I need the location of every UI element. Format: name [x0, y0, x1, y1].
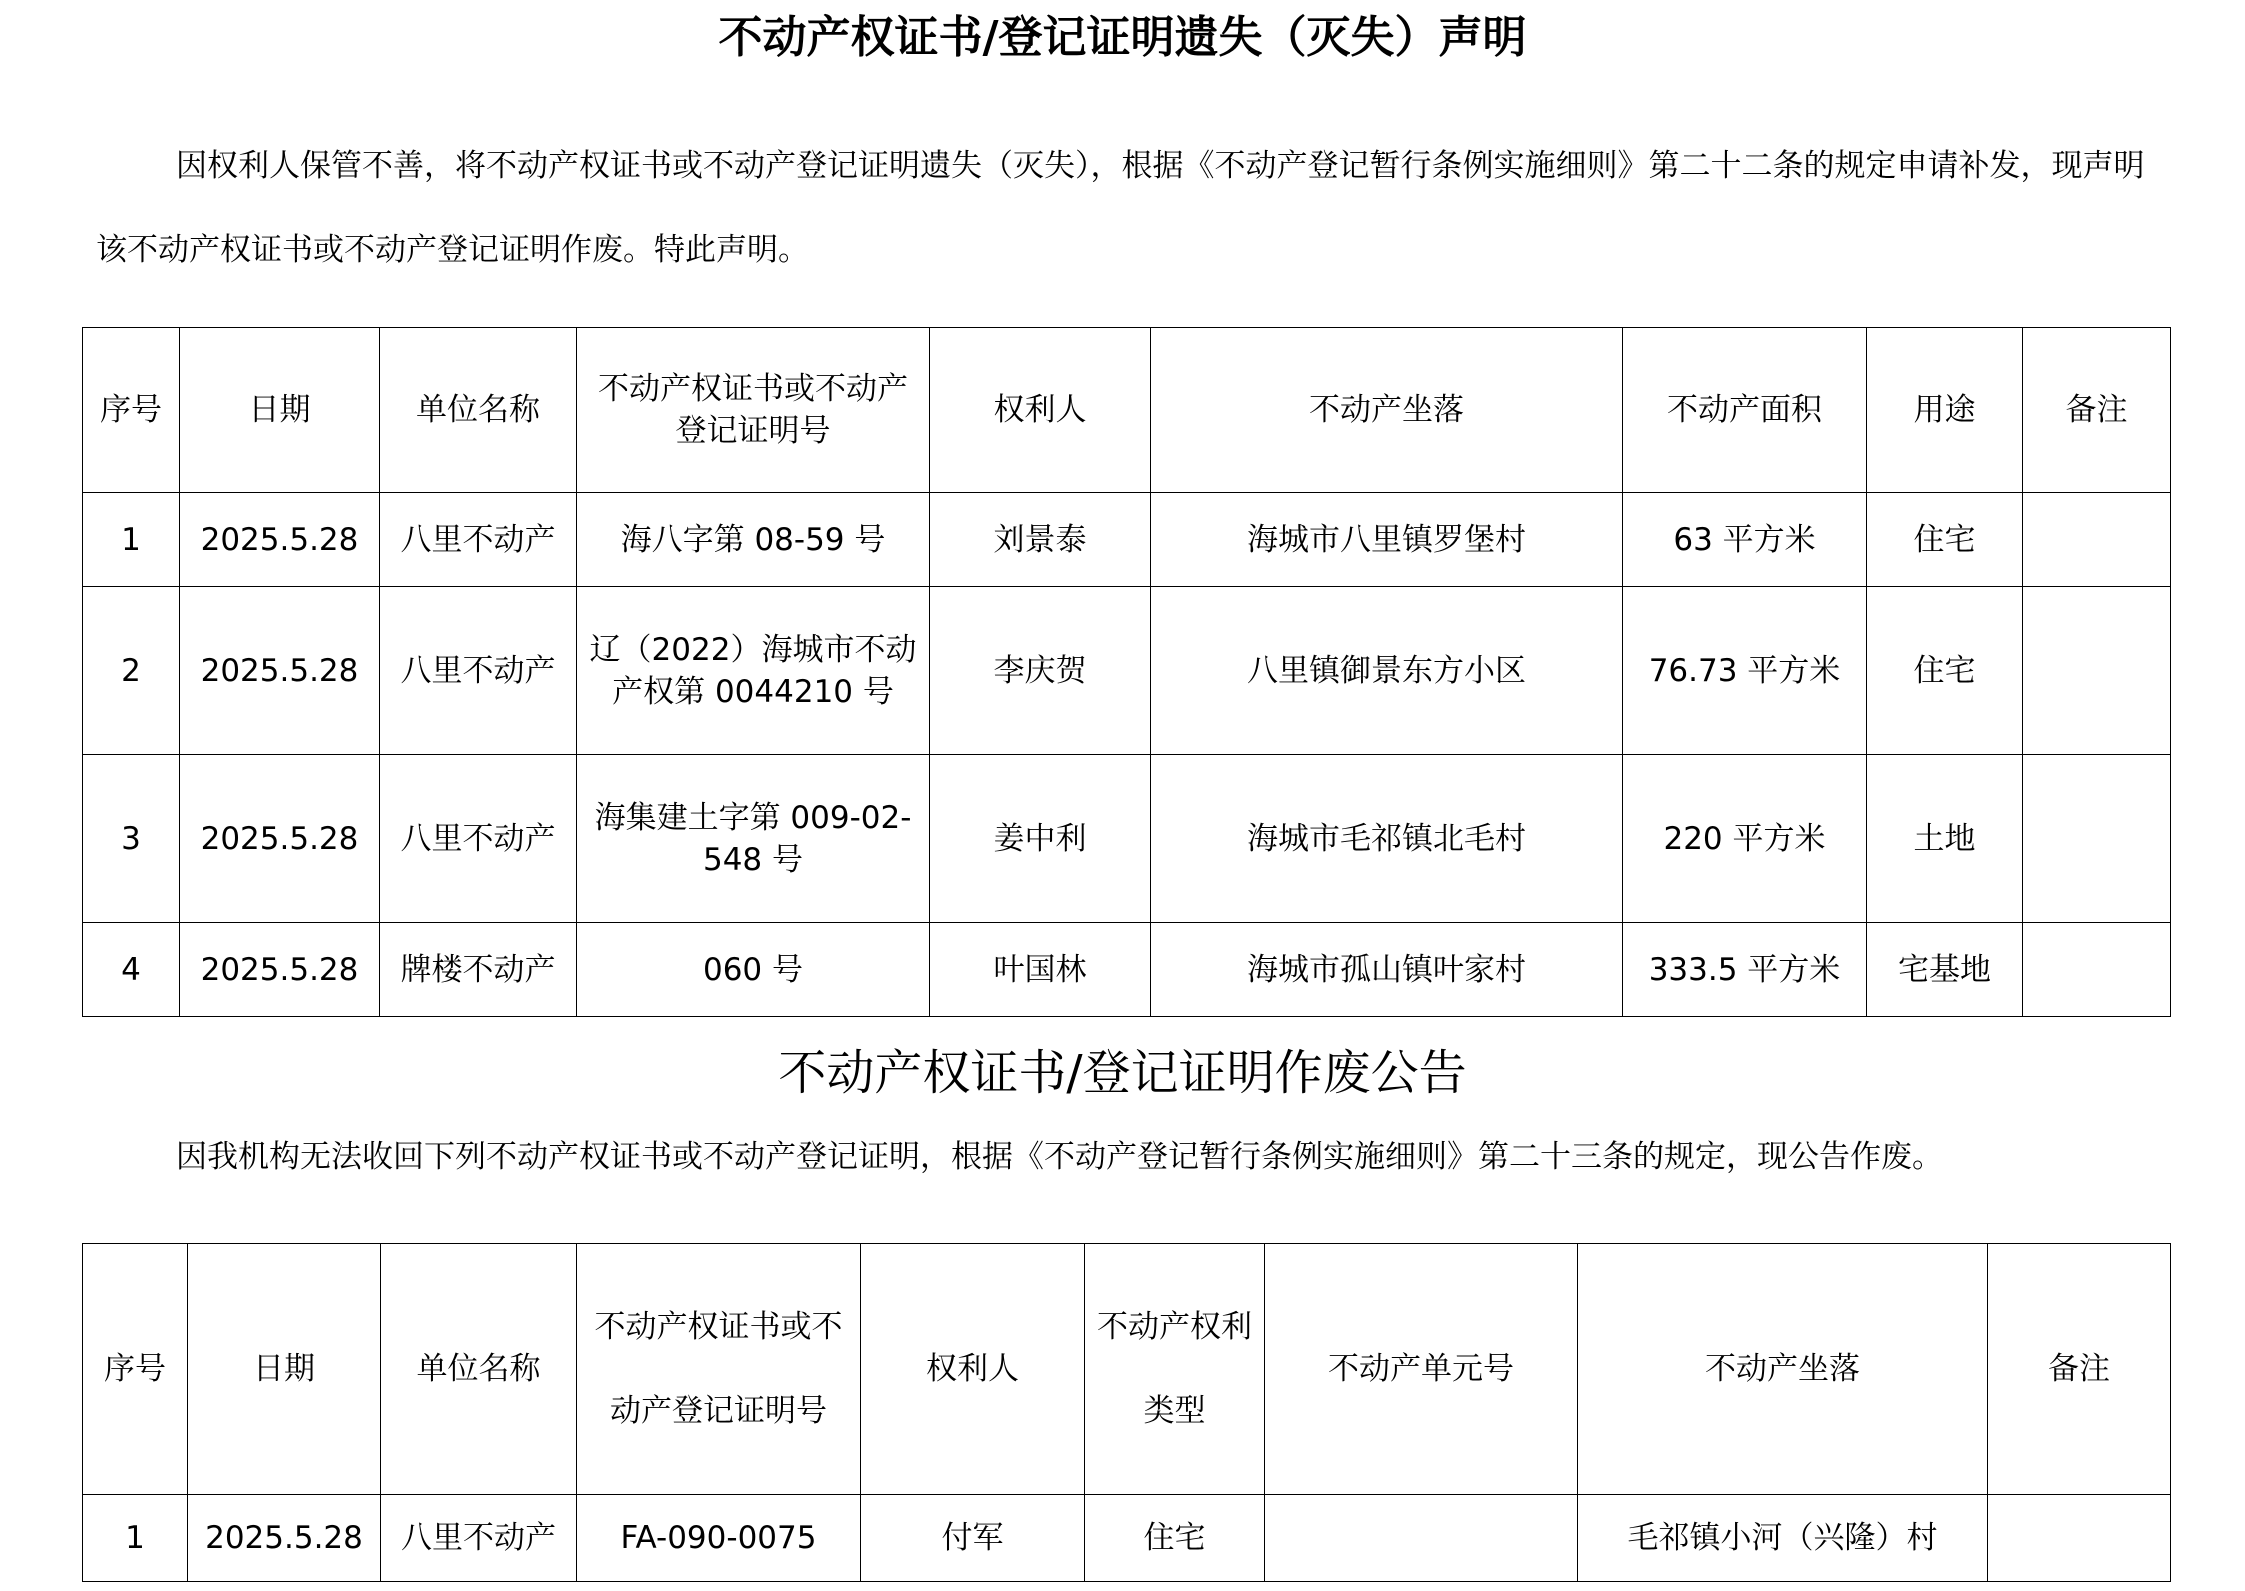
table-cell: 333.5 平方米	[1623, 923, 1867, 1017]
table-cell: 八里不动产	[380, 587, 577, 755]
header-cell: 用途	[1867, 328, 2023, 493]
table-cell: 海集建土字第 009-02-548 号	[577, 755, 930, 923]
table-cell	[1988, 1495, 2171, 1582]
table-cell: 毛祁镇小河（兴隆）村	[1578, 1495, 1988, 1582]
table-cell: 海城市毛祁镇北毛村	[1151, 755, 1623, 923]
table-cell: 2025.5.28	[180, 755, 380, 923]
table-cell: 4	[83, 923, 180, 1017]
table-cell	[2023, 493, 2171, 587]
table-cell: 姜中利	[930, 755, 1151, 923]
header-cell: 序号	[83, 328, 180, 493]
table-cell: 八里镇御景东方小区	[1151, 587, 1623, 755]
table-cell: 海城市八里镇罗堡村	[1151, 493, 1623, 587]
table-cell: 海八字第 08-59 号	[577, 493, 930, 587]
header-cell: 单位名称	[381, 1244, 577, 1495]
table-cell: 2	[83, 587, 180, 755]
table-row	[83, 923, 2171, 1017]
table-cell: 宅基地	[1867, 923, 2023, 1017]
table-cell: 八里不动产	[381, 1495, 577, 1582]
header-cell: 单位名称	[380, 328, 577, 493]
table-cell: 2025.5.28	[188, 1495, 381, 1582]
table-cell: 付军	[861, 1495, 1085, 1582]
table-header-row	[83, 1244, 2171, 1495]
statement-table	[82, 327, 2171, 1017]
table-cell	[2023, 755, 2171, 923]
cancellation-table	[82, 1243, 2171, 1582]
cancellation-title: 不动产权证书/登记证明作废公告	[778, 1045, 1467, 1101]
table-cell	[2023, 923, 2171, 1017]
table-cell: 1	[83, 493, 180, 587]
header-cell: 不动产坐落	[1151, 328, 1623, 493]
table-cell: 63 平方米	[1623, 493, 1867, 587]
table-row	[83, 755, 2171, 923]
table-cell: FA-090-0075	[577, 1495, 861, 1582]
header-cell: 日期	[180, 328, 380, 493]
header-cell: 日期	[188, 1244, 381, 1495]
statement-body: 因权利人保管不善，将不动产权证书或不动产登记证明遗失（灭失），根据《不动产登记暂行条例实施细则》第二十二条的规定申请补发，现声明该不动产权证书或不动产登记证明作废。特此声明。	[96, 148, 2145, 268]
table-cell: 辽（2022）海城市不动产权第 0044210 号	[577, 587, 930, 755]
header-cell: 备注	[2023, 328, 2171, 493]
table-cell: 李庆贺	[930, 587, 1151, 755]
table-cell: 八里不动产	[380, 755, 577, 923]
table-cell: 牌楼不动产	[380, 923, 577, 1017]
table-cell: 住宅	[1085, 1495, 1265, 1582]
header-cell: 不动产权利类型	[1085, 1244, 1265, 1495]
header-cell: 不动产权证书或不动产登记证明号	[577, 1244, 861, 1495]
table-cell	[2023, 587, 2171, 755]
table-cell: 2025.5.28	[180, 493, 380, 587]
statement-title: 不动产权证书/登记证明遗失（灭失）声明	[718, 12, 1527, 63]
header-cell: 不动产坐落	[1578, 1244, 1988, 1495]
table-row	[83, 1495, 2171, 1582]
header-cell: 不动产权证书或不动产登记证明号	[577, 328, 930, 493]
table-row	[83, 587, 2171, 755]
header-cell: 权利人	[930, 328, 1151, 493]
table-header-row	[83, 328, 2171, 493]
cancellation-body: 因我机构无法收回下列不动产权证书或不动产登记证明，根据《不动产登记暂行条例实施细则》第二十三条的规定，现公告作废。	[176, 1139, 1943, 1175]
table-cell: 叶国林	[930, 923, 1151, 1017]
header-cell: 备注	[1988, 1244, 2171, 1495]
table-cell: 住宅	[1867, 587, 2023, 755]
header-cell: 序号	[83, 1244, 188, 1495]
table-cell: 060 号	[577, 923, 930, 1017]
table-cell: 八里不动产	[380, 493, 577, 587]
table-cell: 海城市孤山镇叶家村	[1151, 923, 1623, 1017]
table-cell: 土地	[1867, 755, 2023, 923]
header-cell: 不动产面积	[1623, 328, 1867, 493]
table-cell: 2025.5.28	[180, 923, 380, 1017]
table-cell	[1265, 1495, 1578, 1582]
table-cell: 1	[83, 1495, 188, 1582]
table-cell: 住宅	[1867, 493, 2023, 587]
table-cell: 2025.5.28	[180, 587, 380, 755]
table-cell: 220 平方米	[1623, 755, 1867, 923]
header-cell: 权利人	[861, 1244, 1085, 1495]
table-cell: 76.73 平方米	[1623, 587, 1867, 755]
header-cell: 不动产单元号	[1265, 1244, 1578, 1495]
table-row	[83, 493, 2171, 587]
table-cell: 3	[83, 755, 180, 923]
table-cell: 刘景泰	[930, 493, 1151, 587]
